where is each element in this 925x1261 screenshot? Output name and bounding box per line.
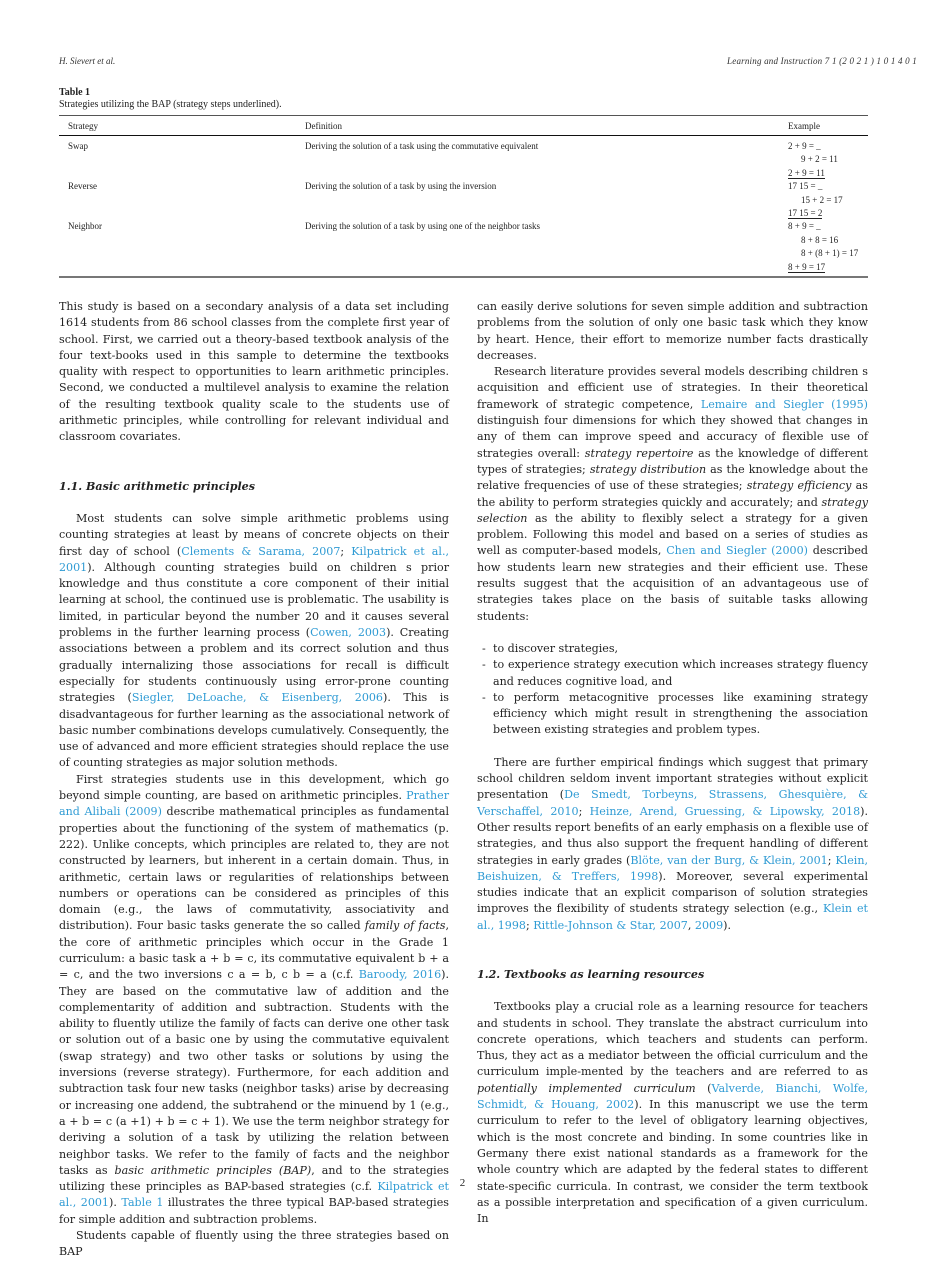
citation-link[interactable]: Siegler, DeLoache, & Eisenberg, 2006 (131, 691, 383, 705)
paragraph-empirical-findings: There are further empirical findings which suggest that primary school children seldom invent important strategies without explicit presentation (De Smedt, Torbeyns, Strassens, Ghesquière, & Verschaffel, 2010; Heinze, Arend, Gruessing, & Lipowsky, 2018). Other results report benefits of an early emphasis on a flexible use of strategies, and thus also support the frequent handling of different strategies in early grades (Blöte, van der Burg, & Klein, 2001; Klein, Beishuizen, & Treffers, 1998). Moreover, several experimental studies indicate that an explicit comparison of solution strategies improves the flexibility of students strategy selection (e.g., Klein et al., 1998; Rittle-Johnson & Star, 2007, 2009). (477, 755, 868, 932)
list-item: - to discover strategies, (477, 641, 868, 657)
cell-definition: Deriving the solution of a task by using the inversion (305, 181, 497, 192)
citation-link[interactable]: Kilpatrick et al., 2001 (59, 1180, 449, 1210)
example-line: 8 + (8 + 1) = 17 (801, 248, 859, 259)
intro-paragraph: This study is based on a secondary analysis of a data set including 1614 students from 86 school classes from the complete first year of school. First, we carried out a theory-based textbook analysis of the four text-books used in this sample to determine the textbooks quality with respect to opportunities to learn arithmetic principles. Second, we conducted a multilevel analysis to examine the relation of the resulting textbook quality scale to the students use of arithmetic principles, while controlling for relevant individual and classroom covariates. (59, 300, 449, 444)
cell-definition: Deriving the solution of a task using the commutative equivalent (305, 141, 539, 151)
citation-link[interactable]: Chen and Siegler (2000) (666, 544, 808, 558)
underlined-step: 8 + 9 = 17 (788, 261, 826, 272)
citation-link[interactable]: Blöte, van der Burg, & Klein, 2001 (630, 853, 828, 867)
citation-link[interactable]: Clements & Sarama, 2007 (181, 544, 341, 558)
citation-link[interactable]: Lemaire and Siegler (1995) (700, 397, 868, 411)
cell-example (779, 180, 868, 220)
citation-link[interactable]: Heinze, Arend, Gruessing, & Lipowsky, 2018 (589, 804, 861, 818)
example-line (788, 207, 868, 220)
left-column (59, 299, 449, 1261)
table-row (59, 180, 868, 220)
strategies-table (59, 115, 868, 278)
citation-link[interactable]: Prather and Alibali (2009) (59, 789, 449, 819)
example-line (788, 153, 868, 166)
section-heading-1-2: 1.2. Textbooks as learning resources (477, 967, 705, 981)
paragraph-continuation: can easily derive solutions for seven simple addition and subtraction problems from the solution of only one basic task which they know by heart. Hence, their effort to memorize number facts drastically decreases. (477, 300, 868, 362)
cell-strategy: Reverse (68, 181, 97, 192)
example-step: 9 + 2 = 11 (801, 154, 838, 165)
citation-link[interactable]: Kilpatrick et al., 2001 (59, 544, 450, 574)
citation-link[interactable]: Klein, Beishuizen, & Treffers, 1998 (477, 853, 868, 883)
cell-example (779, 136, 868, 181)
citation-link[interactable]: 2009 (694, 918, 724, 932)
cell-example (779, 220, 868, 277)
column-header-example: Example (779, 116, 868, 136)
table-reference-link[interactable]: Table 1 (121, 1196, 164, 1210)
example-line: 15 + 2 = 17 (801, 194, 843, 205)
cell-strategy: Swap (68, 141, 88, 151)
running-head-journal: Learning and Instruction 7 1 (2 0 2 1 ) 1 0 1 4 0 1 (727, 56, 917, 66)
citation-link[interactable]: De Smedt, Torbeyns, Strassens, Ghesquière, & Verschaffel, 2010 (477, 788, 868, 818)
running-head-authors: H. Sievert et al. (59, 56, 116, 66)
running-head (59, 56, 917, 70)
right-column (477, 299, 868, 1227)
table-label: Table 1 (59, 87, 91, 98)
paragraph-arithmetic-principles: First strategies students use in this development, which go beyond simple counting, are based on arithmetic principles. Prather and Alibali (2009) describe mathematical principles as fundamental properties about the functioning of the system of mathematics (p. 222). Unlike concepts, which principles are related to, they are not constructed by learners, but inherent in a certain domain. Thus, in arithmetic, certain laws or regularities of relationships between numbers or operations can be considered as principles of this domain (e.g., the laws of commutativity, associativity and distribution). Four basic tasks generate the so called family of facts, the core of arithmetic principles which occur in the Grade 1 curriculum: a basic task a + b = c, its commutative equivalent b + a = c, and the two inversions c a = b, c b = a (c.f. Baroody, 2016). They are based on the commutative law of addition and the complementarity of addition and subtraction. Students with the ability to fluently utilize the family of facts can derive one other task or solution out of a basic one by using the commutative equivalent (swap strategy) and two other tasks or solutions by using the inversions (reverse strategy). Furthermore, for each addition and subtraction task four new tasks (neighbor tasks) arise by decreasing or increasing one addend, the subtrahend or the minuend by 1 (e.g., a + b = c (a +1) + b = c + 1). We use the term neighbor strategy for deriving a solution of a task by utilizing the relation between neighbor tasks. We refer to the family of facts and the neighbor tasks as basic arithmetic principles (BAP), and to the strategies utilizing these principles as BAP-based strategies (c.f. Kilpatrick et al., 2001). Table 1 illustrates the three typical BAP-based strategies for simple addition and subtraction problems. (59, 772, 450, 1226)
citation-link[interactable]: Baroody, 2016 (358, 968, 442, 982)
cell-strategy: Neighbor (59, 220, 296, 277)
table-1 (59, 87, 868, 278)
citation-link[interactable]: Valverde, Bianchi, Wolfe, Schmidt, & Houang, 2002 (477, 1081, 868, 1112)
table-caption: Strategies utilizing the BAP (strategy steps underlined). (59, 99, 282, 110)
paragraph-counting-strategies: Most students can solve simple arithmetic problems using counting strategies at least by means of concrete objects on their first day of school (Clements & Sarama, 2007; Kilpatrick et al., 2001). Although counting strategies build on children s prior knowledge and thus constitute a core component of their initial learning at school, the continued use is problematic. The usability is limited, in particular beyond the number 20 and it causes several problems in the further learning process (Cowen, 2003). Creating associations between a problem and its correct solution and thus gradually internalizing those associations for recall is difficult especially for students continuously using error-prone counting strategies (Siegler, DeLoache, & Eisenberg, 2006). This is disadvantageous for further learning as the associational network of basic number combinations develops cumulatively. Consequently, the use of advanced and more efficient strategies should replace the use of counting strategies as major solution methods. (59, 511, 450, 770)
list-item: - to experience strategy execution which increases strategy fluency and reduces cognitive load, and (477, 657, 868, 690)
list-item: - to perform metacognitive processes like examining strategy efficiency which might result in strengthening the association between existing strategies and problem types. (477, 690, 868, 739)
task-list (477, 641, 868, 739)
section-heading-1-1: 1.1. Basic arithmetic principles (59, 479, 255, 493)
table-row (59, 136, 868, 181)
underlined-step: 17 15 = 2 (788, 208, 823, 219)
example-line: 8 + 8 = 16 (801, 234, 839, 245)
underlined-step: 2 + 9 = 11 (788, 167, 825, 178)
column-header-strategy: Strategy (59, 116, 296, 136)
citation-link[interactable]: Rittle-Johnson & Star, 2007 (533, 918, 688, 932)
citation-link[interactable]: Klein et al., 1998 (477, 902, 868, 932)
cell-definition: Deriving the solution of a task by using one of the neighbor tasks (296, 220, 779, 277)
citation-link[interactable]: Cowen, 2003 (310, 626, 387, 640)
column-header-definition: Definition (296, 116, 779, 136)
example-line (788, 167, 868, 180)
example-line (788, 261, 868, 274)
example-line: 8 + 9 = _ (788, 221, 821, 232)
table-header-row (59, 116, 868, 136)
example-line: 2 + 9 = _ (788, 141, 821, 151)
paragraph-research-literature: Research literature provides several models describing children s acquisition and efficient use of strategies. In their theoretical framework of strategic competence, Lemaire and Siegler (1995) distinguish four dimensions for which they showed that changes in any of them can improve speed and accuracy of flexible use of strategies overall: strategy repertoire as the knowledge of different types of strategies; strategy distribution as the knowledge about the relative frequencies of use of these strategies; strategy efficiency as the ability to perform strategies quickly and accurately; and strategy selection as the ability to flexibly select a strategy for a given problem. Following this model and based on a series of studies as well as computer-based models, Chen and Siegler (2000) described how students learn new strategies and their efficient use. These results suggest that the acquisition of an advantageous use of strategies takes place on the basis of suitable tasks allowing students: (477, 365, 869, 623)
paragraph-students-capable: Students capable of fluently using the three strategies based on BAP (59, 1229, 449, 1259)
paragraph-textbooks: Textbooks play a crucial role as a learning resource for teachers and students in school. They translate the abstract curriculum into concrete operations, which teachers and students can perform. Thus, they act as a mediator between the official curriculum and the curriculum imple-mented by the teachers and are referred to as potentially implemented curriculum (Valverde, Bianchi, Wolfe, Schmidt, & Houang, 2002). In this manuscript we use the term curriculum to refer to the level of obligatory learning objectives, which is the most concrete and binding. In some countries like in Germany there exist national standards as a framework for the whole country which are adapted by the federal states to different state-specific curricula. In contrast, we consider the term textbook as a possible interpretation and specification of a given curriculum. In (477, 1000, 868, 1226)
example-line: 17 15 = _ (788, 181, 823, 192)
table-row (59, 220, 868, 277)
page-number: 2 (459, 1177, 466, 1189)
